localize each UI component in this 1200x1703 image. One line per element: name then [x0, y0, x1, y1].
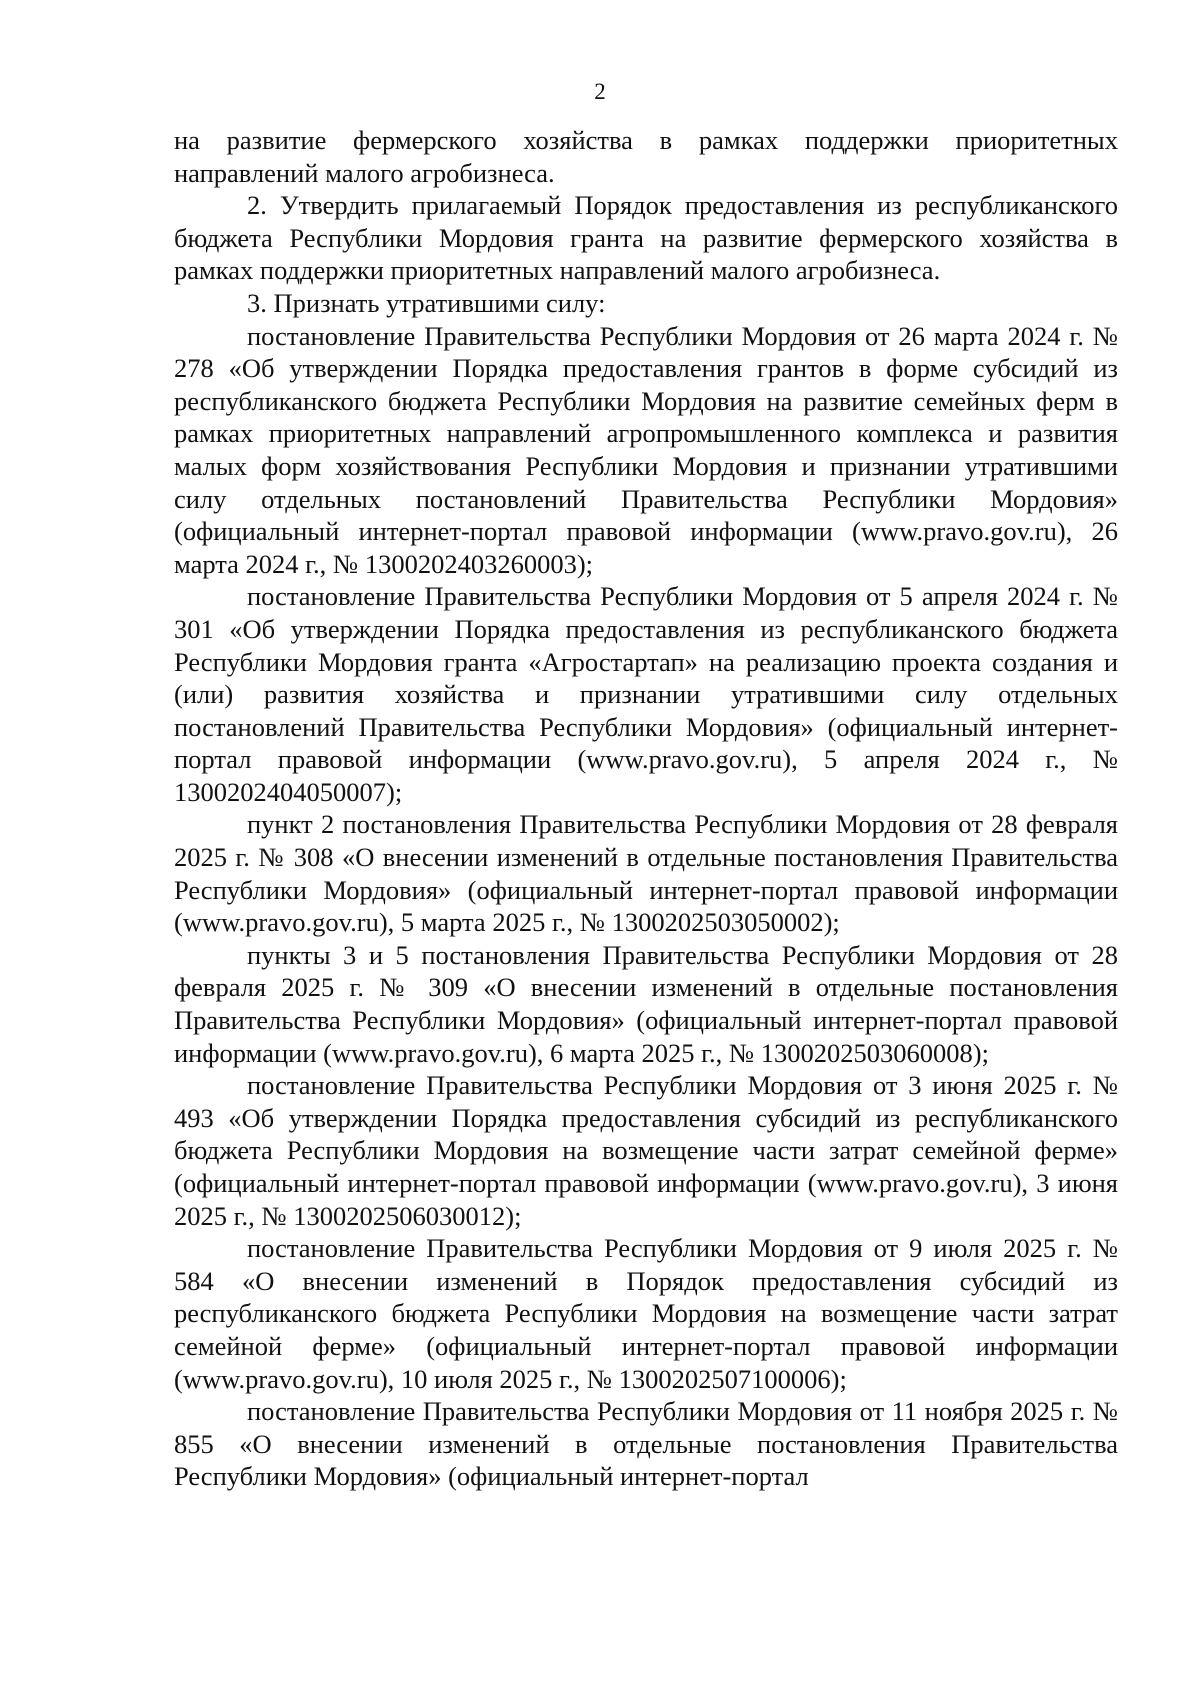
paragraph: постановление Правительства Республики Мордовия от 3 июня 2025 г. № 493 «Об утверждении Порядка предоставления субсидий из республиканского бюджета Республики Мордовия на возмещение части затрат семейной ферме» (официальный интернет-портал правовой информации (www.pravo.gov.ru), 3 июня 2025 г., № 1300202506030012);: [174, 1070, 1118, 1231]
paragraph: пункты 3 и 5 постановления Правительства Республики Мордовия от 28 февраля 2025 г. № 309 «О внесении изменений в отдельные постановления Правительства Республики Мордовия» (официальный интернет-портал правовой информации (www.pravo.gov.ru), 6 марта 2025 г., № 1300202503060008);: [174, 939, 1118, 1068]
paragraph: постановление Правительства Республики Мордовия от 26 марта 2024 г. № 278 «Об утверждении Порядка предоставления грантов в форме субсидий из республиканского бюджета Республики Мордовия на развитие семейных ферм в рамках приоритетных направлений агропромышленного комплекса и развития малых форм хозяйствования Республики Мордовия и признании утратившими силу отдельных постановлений Правительства Республики Мордовия» (официальный интернет-портал правовой информации (www.pravo.gov.ru), 26 марта 2024 г., № 1300202403260003);: [174, 320, 1118, 579]
paragraph: 3. Признать утратившими силу:: [247, 287, 606, 318]
paragraph: пункт 2 постановления Правительства Республики Мордовия от 28 февраля 2025 г. № 308 «О внесении изменений в отдельные постановления Правительства Республики Мордовия» (официальный интернет-портал правовой информации (www.pravo.gov.ru), 5 марта 2025 г., № 1300202503050002);: [174, 809, 1118, 938]
paragraph: 2. Утвердить прилагаемый Порядок предоставления из республиканского бюджета Республики Мордовия гранта на развитие фермерского хозяйства в рамках поддержки приоритетных направлений малого агробизнеса.: [174, 190, 1118, 286]
paragraph: постановление Правительства Республики Мордовия от 11 ноября 2025 г. № 855 «О внесении изменений в отдельные постановления Правительства Республики Мордовия» (официальный интернет-портал: [174, 1396, 1118, 1492]
document-body: [174, 124, 1118, 1493]
paragraph: постановление Правительства Республики Мордовия от 9 июля 2025 г. № 584 «О внесении изменений в Порядок предоставления субсидий из республиканского бюджета Республики Мордовия на возмещение части затрат семейной ферме» (официальный интернет-портал правовой информации (www.pravo.gov.ru), 10 июля 2025 г., № 1300202507100006);: [174, 1233, 1118, 1394]
page-number: 2: [594, 79, 606, 104]
paragraph: на развитие фермерского хозяйства в рамках поддержки приоритетных направлений малого агробизнеса.: [174, 125, 1118, 188]
paragraph: постановление Правительства Республики Мордовия от 5 апреля 2024 г. № 301 «Об утверждении Порядка предоставления из республиканского бюджета Республики Мордовия гранта «Агростартап» на реализацию проекта создания и (или) развития хозяйства и признании утратившими силу отдельных постановлений Правительства Республики Мордовия» (официальный интернет-портал правовой информации (www.pravo.gov.ru), 5 апреля 2024 г., № 1300202404050007);: [174, 581, 1118, 807]
